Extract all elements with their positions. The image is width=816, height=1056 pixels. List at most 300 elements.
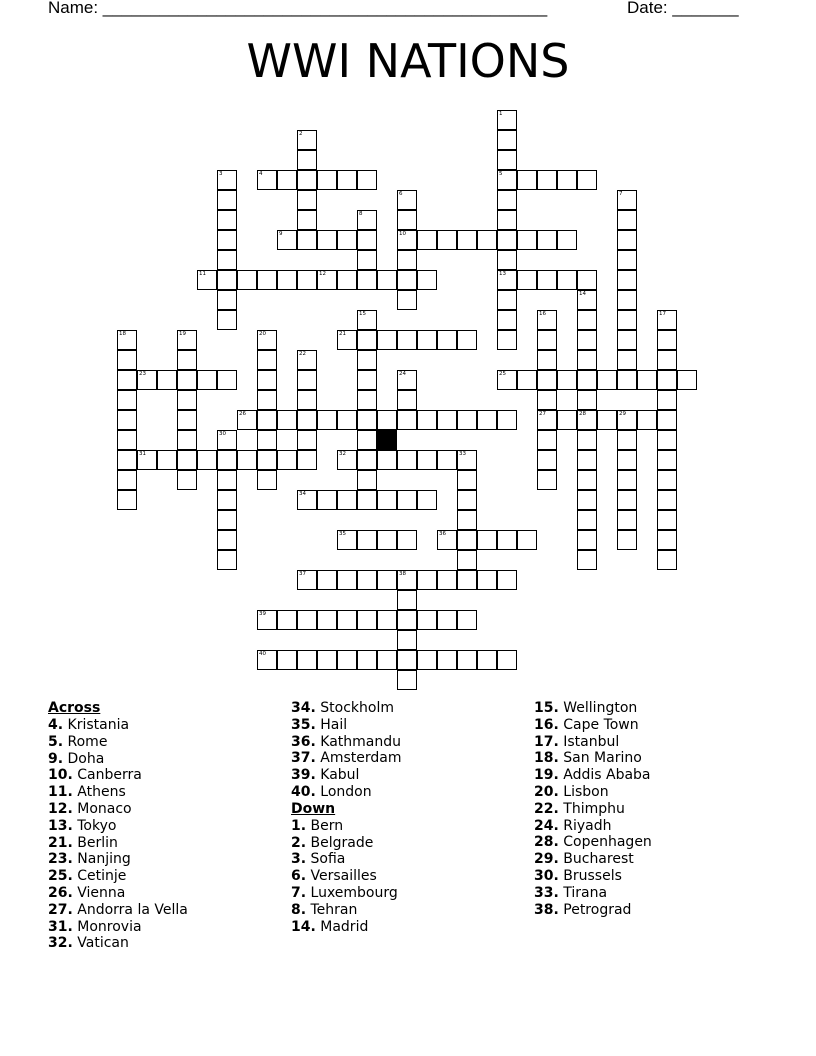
grid-cell[interactable] (577, 310, 597, 330)
grid-cell[interactable] (477, 570, 497, 590)
grid-cell[interactable] (297, 390, 317, 410)
grid-cell[interactable] (637, 410, 657, 430)
clue-item (534, 801, 652, 818)
grid-cell[interactable] (317, 270, 337, 290)
clue-item (291, 868, 402, 885)
grid-cell[interactable] (297, 270, 317, 290)
grid-cell[interactable] (457, 450, 477, 470)
grid-cell[interactable] (497, 210, 517, 230)
grid-cell[interactable] (177, 390, 197, 410)
grid-cell[interactable] (177, 330, 197, 350)
grid-cell[interactable] (357, 610, 377, 630)
grid-cell[interactable] (397, 390, 417, 410)
grid-cell[interactable] (457, 410, 477, 430)
grid-cell[interactable] (537, 310, 557, 330)
grid-cell[interactable] (537, 230, 557, 250)
grid-cell[interactable] (377, 650, 397, 670)
grid-cell[interactable] (537, 470, 557, 490)
grid-cell[interactable] (197, 370, 217, 390)
grid-cell[interactable] (577, 490, 597, 510)
grid-cell[interactable] (497, 310, 517, 330)
grid-cell[interactable] (217, 530, 237, 550)
grid-cell[interactable] (217, 550, 237, 570)
grid-cell[interactable] (237, 450, 257, 470)
grid-cell[interactable] (497, 150, 517, 170)
grid-cell[interactable] (297, 190, 317, 210)
grid-cell[interactable] (177, 450, 197, 470)
grid-cell[interactable] (357, 170, 377, 190)
grid-cell[interactable] (257, 650, 277, 670)
clue-number: 35. (291, 716, 316, 733)
clue-item (48, 818, 188, 835)
clue-number: 9. (48, 750, 64, 767)
grid-cell[interactable] (317, 410, 337, 430)
grid-cell[interactable] (297, 230, 317, 250)
grid-cell[interactable] (457, 650, 477, 670)
grid-cell[interactable] (217, 310, 237, 330)
grid-cell[interactable] (277, 410, 297, 430)
grid-cell[interactable] (217, 210, 237, 230)
grid-cell[interactable] (297, 370, 317, 390)
grid-cell[interactable] (337, 410, 357, 430)
grid-cell[interactable] (577, 530, 597, 550)
clue-text: Canberra (72, 767, 142, 784)
grid-cell[interactable] (577, 290, 597, 310)
grid-cell[interactable] (297, 490, 317, 510)
grid-cell[interactable] (397, 670, 417, 690)
grid-cell[interactable] (637, 370, 657, 390)
grid-cell[interactable] (617, 470, 637, 490)
grid-cell[interactable] (657, 350, 677, 370)
clue-text: San Marino (558, 750, 642, 767)
grid-cell[interactable] (397, 330, 417, 350)
grid-cell[interactable] (397, 450, 417, 470)
grid-cell[interactable] (257, 470, 277, 490)
grid-cell[interactable] (417, 230, 437, 250)
grid-cell[interactable] (337, 450, 357, 470)
grid-cell[interactable] (617, 450, 637, 470)
grid-cell[interactable] (497, 570, 517, 590)
grid-cell[interactable] (217, 490, 237, 510)
grid-cell[interactable] (317, 230, 337, 250)
grid-cell[interactable] (277, 270, 297, 290)
grid-cell[interactable] (577, 550, 597, 570)
grid-cell[interactable] (497, 110, 517, 130)
cell-number: 27 (539, 411, 546, 417)
grid-cell[interactable] (177, 410, 197, 430)
grid-cell[interactable] (357, 270, 377, 290)
grid-cell[interactable] (537, 370, 557, 390)
clue-item (291, 835, 402, 852)
grid-cell[interactable] (117, 370, 137, 390)
grid-cell[interactable] (617, 290, 637, 310)
grid-cell[interactable] (277, 230, 297, 250)
grid-cell[interactable] (617, 410, 637, 430)
grid-cell[interactable] (377, 270, 397, 290)
grid-cell[interactable] (517, 370, 537, 390)
grid-cell[interactable] (277, 650, 297, 670)
clue-number: 18. (534, 750, 559, 767)
grid-cell[interactable] (277, 170, 297, 190)
grid-cell[interactable] (297, 170, 317, 190)
grid-cell[interactable] (217, 470, 237, 490)
grid-cell[interactable] (217, 250, 237, 270)
grid-cell[interactable] (337, 570, 357, 590)
grid-cell[interactable] (297, 650, 317, 670)
grid-cell[interactable] (297, 450, 317, 470)
grid-cell[interactable] (117, 490, 137, 510)
grid-cell[interactable] (317, 610, 337, 630)
grid-cell[interactable] (437, 610, 457, 630)
clue-item (291, 885, 402, 902)
grid-cell[interactable] (397, 530, 417, 550)
cell-number: 21 (339, 331, 346, 337)
grid-cell[interactable] (517, 530, 537, 550)
grid-cell[interactable] (657, 430, 677, 450)
grid-cell[interactable] (617, 510, 637, 530)
grid-cell[interactable] (257, 330, 277, 350)
grid-cell[interactable] (377, 450, 397, 470)
clue-item (534, 767, 652, 784)
grid-cell[interactable] (617, 330, 637, 350)
clue-column-1 (48, 700, 188, 952)
grid-cell[interactable] (117, 410, 137, 430)
grid-cell[interactable] (217, 370, 237, 390)
grid-cell[interactable] (257, 370, 277, 390)
grid-cell[interactable] (177, 370, 197, 390)
grid-cell[interactable] (457, 470, 477, 490)
grid-cell[interactable] (577, 410, 597, 430)
grid-cell[interactable] (577, 170, 597, 190)
grid-cell[interactable] (257, 270, 277, 290)
grid-cell[interactable] (337, 330, 357, 350)
grid-cell[interactable] (537, 450, 557, 470)
grid-cell[interactable] (677, 370, 697, 390)
grid-cell[interactable] (117, 470, 137, 490)
grid-cell[interactable] (577, 390, 597, 410)
grid-cell[interactable] (337, 610, 357, 630)
grid-cell[interactable] (537, 330, 557, 350)
clue-item (48, 734, 188, 751)
grid-cell[interactable] (577, 350, 597, 370)
grid-cell[interactable] (417, 650, 437, 670)
grid-cell[interactable] (217, 170, 237, 190)
grid-cell[interactable] (297, 610, 317, 630)
grid-cell[interactable] (297, 410, 317, 430)
grid-cell[interactable] (357, 490, 377, 510)
grid-cell[interactable] (537, 430, 557, 450)
grid-cell[interactable] (117, 330, 137, 350)
grid-cell[interactable] (257, 350, 277, 370)
grid-cell[interactable] (457, 510, 477, 530)
grid-cell[interactable] (357, 410, 377, 430)
grid-cell[interactable] (397, 610, 417, 630)
grid-cell[interactable] (577, 370, 597, 390)
grid-cell[interactable] (617, 490, 637, 510)
grid-cell[interactable] (557, 230, 577, 250)
grid-cell[interactable] (257, 390, 277, 410)
grid-cell[interactable] (417, 330, 437, 350)
cell-number: 19 (179, 331, 186, 337)
grid-cell[interactable] (497, 190, 517, 210)
grid-cell[interactable] (437, 650, 457, 670)
clue-item (48, 919, 188, 936)
grid-cell[interactable] (337, 270, 357, 290)
grid-cell[interactable] (257, 610, 277, 630)
grid-cell[interactable] (617, 230, 637, 250)
grid-cell[interactable] (577, 270, 597, 290)
grid-cell[interactable] (477, 530, 497, 550)
grid-cell[interactable] (597, 370, 617, 390)
grid-cell[interactable] (657, 390, 677, 410)
grid-cell[interactable] (497, 130, 517, 150)
grid-cell[interactable] (217, 270, 237, 290)
grid-cell[interactable] (357, 390, 377, 410)
grid-cell[interactable] (217, 230, 237, 250)
grid-cell[interactable] (297, 430, 317, 450)
grid-cell[interactable] (297, 350, 317, 370)
grid-cell[interactable] (577, 430, 597, 450)
grid-cell[interactable] (397, 250, 417, 270)
grid-cell[interactable] (157, 370, 177, 390)
grid-cell[interactable] (397, 410, 417, 430)
grid-cell[interactable] (117, 390, 137, 410)
clue-item (534, 700, 652, 717)
grid-cell[interactable] (357, 570, 377, 590)
clue-number: 6. (291, 868, 307, 885)
grid-cell[interactable] (617, 270, 637, 290)
grid-cell[interactable] (397, 270, 417, 290)
clue-text: Andorra la Vella (72, 901, 188, 918)
grid-cell[interactable] (257, 430, 277, 450)
grid-cell[interactable] (457, 490, 477, 510)
grid-cell[interactable] (617, 430, 637, 450)
grid-cell[interactable] (377, 570, 397, 590)
grid-cell[interactable] (657, 330, 677, 350)
grid-cell[interactable] (357, 650, 377, 670)
grid-cell[interactable] (317, 570, 337, 590)
grid-cell[interactable] (497, 330, 517, 350)
grid-cell[interactable] (497, 290, 517, 310)
grid-cell[interactable] (457, 530, 477, 550)
grid-cell[interactable] (537, 390, 557, 410)
grid-cell[interactable] (597, 410, 617, 430)
grid-cell[interactable] (557, 170, 577, 190)
grid-cell[interactable] (337, 490, 357, 510)
grid-cell[interactable] (177, 430, 197, 450)
grid-cell[interactable] (397, 630, 417, 650)
grid-cell[interactable] (357, 470, 377, 490)
clue-item (291, 767, 402, 784)
grid-cell[interactable] (217, 190, 237, 210)
grid-cell[interactable] (217, 430, 237, 450)
grid-cell[interactable] (657, 370, 677, 390)
grid-cell[interactable] (197, 450, 217, 470)
grid-cell[interactable] (357, 250, 377, 270)
grid-cell[interactable] (317, 650, 337, 670)
grid-cell[interactable] (397, 570, 417, 590)
grid-cell[interactable] (557, 270, 577, 290)
grid-cell[interactable] (477, 650, 497, 670)
grid-cell[interactable] (417, 570, 437, 590)
grid-cell[interactable] (577, 510, 597, 530)
grid-cell[interactable] (237, 410, 257, 430)
grid-cell[interactable] (137, 450, 157, 470)
grid-cell[interactable] (117, 450, 137, 470)
grid-cell[interactable] (377, 610, 397, 630)
grid-cell[interactable] (457, 330, 477, 350)
grid-cell[interactable] (257, 410, 277, 430)
grid-cell[interactable] (377, 490, 397, 510)
grid-cell[interactable] (437, 450, 457, 470)
grid-cell[interactable] (377, 530, 397, 550)
grid-cell[interactable] (517, 270, 537, 290)
grid-cell[interactable] (357, 310, 377, 330)
grid-cell[interactable] (617, 250, 637, 270)
grid-cell[interactable] (357, 330, 377, 350)
grid-cell[interactable] (417, 490, 437, 510)
grid-cell[interactable] (437, 230, 457, 250)
grid-cell[interactable] (457, 610, 477, 630)
grid-cell[interactable] (397, 210, 417, 230)
grid-cell[interactable] (417, 410, 437, 430)
grid-cell[interactable] (357, 450, 377, 470)
grid-cell[interactable] (497, 230, 517, 250)
grid-cell[interactable] (537, 410, 557, 430)
grid-cell[interactable] (617, 530, 637, 550)
grid-cell[interactable] (397, 650, 417, 670)
grid-cell[interactable] (137, 370, 157, 390)
grid-cell[interactable] (397, 370, 417, 390)
grid-cell[interactable] (657, 310, 677, 330)
cell-number: 10 (399, 231, 406, 237)
grid-cell[interactable] (617, 210, 637, 230)
grid-cell[interactable] (437, 570, 457, 590)
grid-cell[interactable] (537, 170, 557, 190)
grid-cell[interactable] (397, 490, 417, 510)
grid-cell[interactable] (337, 230, 357, 250)
grid-cell[interactable] (517, 230, 537, 250)
grid-cell[interactable] (417, 270, 437, 290)
grid-cell[interactable] (337, 650, 357, 670)
grid-cell[interactable] (497, 410, 517, 430)
grid-cell[interactable] (457, 570, 477, 590)
grid-cell[interactable] (477, 230, 497, 250)
grid-cell[interactable] (557, 410, 577, 430)
grid-cell[interactable] (157, 450, 177, 470)
grid-cell[interactable] (177, 350, 197, 370)
grid-cell[interactable] (217, 450, 237, 470)
grid-cell[interactable] (457, 230, 477, 250)
grid-cell[interactable] (257, 170, 277, 190)
grid-cell[interactable] (617, 350, 637, 370)
grid-cell[interactable] (397, 190, 417, 210)
grid-cell[interactable] (357, 370, 377, 390)
grid-cell[interactable] (497, 170, 517, 190)
grid-cell[interactable] (297, 150, 317, 170)
grid-cell[interactable] (497, 530, 517, 550)
grid-cell[interactable] (657, 490, 677, 510)
grid-cell[interactable] (497, 370, 517, 390)
grid-cell[interactable] (217, 510, 237, 530)
grid-cell[interactable] (377, 410, 397, 430)
grid-cell[interactable] (377, 330, 397, 350)
grid-cell[interactable] (397, 230, 417, 250)
grid-cell[interactable] (317, 490, 337, 510)
grid-cell[interactable] (397, 290, 417, 310)
cell-number: 30 (219, 431, 226, 437)
grid-cell[interactable] (237, 270, 257, 290)
grid-cell[interactable] (397, 590, 417, 610)
grid-cell[interactable] (437, 330, 457, 350)
clue-number: 30. (534, 867, 559, 884)
grid-cell[interactable] (277, 610, 297, 630)
grid-cell[interactable] (657, 470, 677, 490)
grid-cell[interactable] (257, 450, 277, 470)
grid-cell[interactable] (357, 210, 377, 230)
grid-cell[interactable] (577, 450, 597, 470)
grid-cell[interactable] (417, 450, 437, 470)
grid-cell[interactable] (357, 350, 377, 370)
grid-cell[interactable] (357, 230, 377, 250)
grid-cell[interactable] (297, 570, 317, 590)
grid-cell[interactable] (297, 210, 317, 230)
grid-cell[interactable] (217, 290, 237, 310)
grid-cell[interactable] (497, 650, 517, 670)
grid-cell[interactable] (337, 530, 357, 550)
clue-number: 5. (48, 733, 64, 750)
grid-cell[interactable] (617, 370, 637, 390)
grid-cell[interactable] (657, 510, 677, 530)
grid-cell[interactable] (617, 310, 637, 330)
grid-cell[interactable] (297, 130, 317, 150)
grid-cell[interactable] (317, 170, 337, 190)
grid-cell[interactable] (337, 170, 357, 190)
grid-cell[interactable] (277, 450, 297, 470)
grid-cell[interactable] (417, 610, 437, 630)
grid-cell[interactable] (197, 270, 217, 290)
grid-cell[interactable] (177, 470, 197, 490)
grid-cell[interactable] (477, 410, 497, 430)
grid-cell[interactable] (357, 530, 377, 550)
grid-cell[interactable] (457, 550, 477, 570)
grid-cell[interactable] (497, 270, 517, 290)
clue-text: Tirana (558, 884, 608, 901)
grid-cell[interactable] (117, 350, 137, 370)
clue-text: Tokyo (72, 817, 117, 834)
clue-number: 28. (534, 834, 559, 851)
grid-cell[interactable] (557, 370, 577, 390)
grid-cell[interactable] (537, 270, 557, 290)
grid-cell[interactable] (577, 470, 597, 490)
clue-item (291, 851, 402, 868)
grid-cell[interactable] (657, 550, 677, 570)
clue-number: 14. (291, 918, 316, 935)
clue-column-2 (291, 700, 402, 935)
grid-cell[interactable] (537, 350, 557, 370)
grid-cell[interactable] (517, 170, 537, 190)
grid-cell[interactable] (657, 410, 677, 430)
grid-cell[interactable] (577, 330, 597, 350)
grid-cell[interactable] (657, 450, 677, 470)
grid-cell[interactable] (437, 410, 457, 430)
grid-cell[interactable] (117, 430, 137, 450)
grid-cell[interactable] (437, 530, 457, 550)
grid-cell[interactable] (357, 430, 377, 450)
grid-cell[interactable] (657, 530, 677, 550)
grid-cell[interactable] (497, 250, 517, 270)
grid-cell[interactable] (617, 190, 637, 210)
